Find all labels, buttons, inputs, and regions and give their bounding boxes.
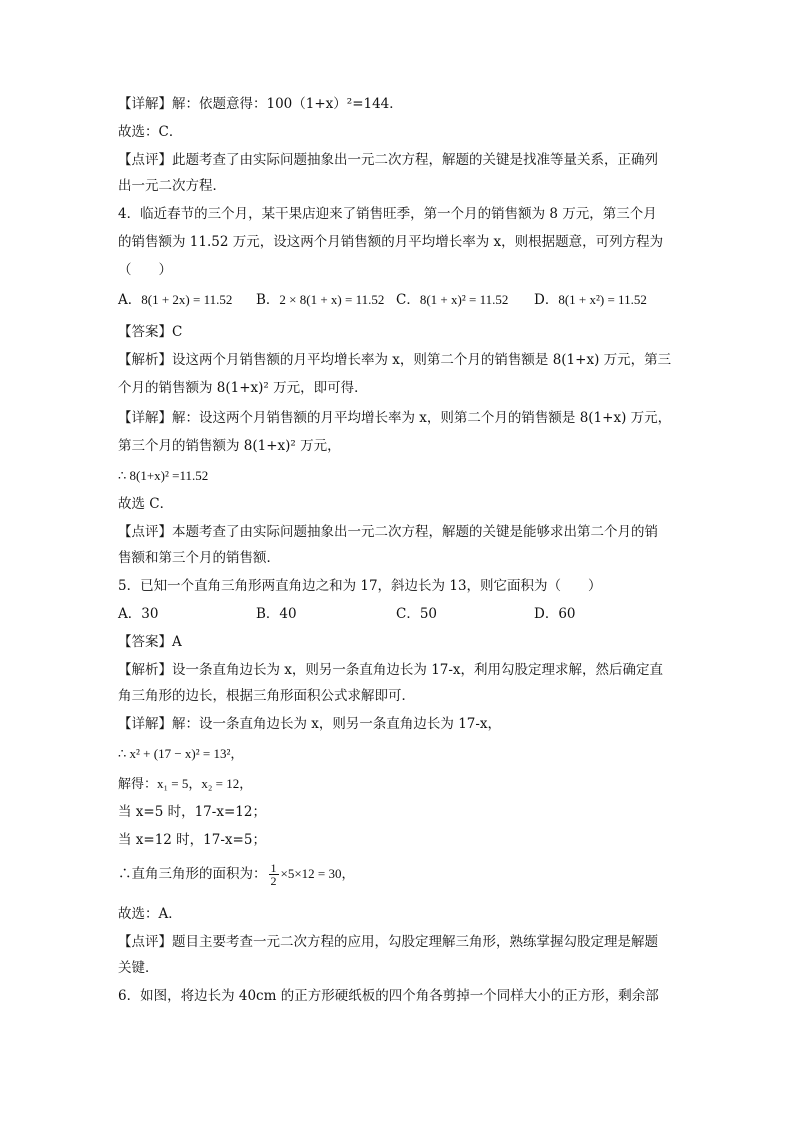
comment-text: 【点评】此题考查了由实际问题抽象出一元二次方程，解题的关键是找准等量关系，正确列	[118, 152, 658, 168]
area-equation	[118, 862, 355, 887]
comment-text: 出一元二次方程．	[118, 178, 226, 194]
question-4-blank: （ ）	[118, 262, 172, 278]
area-prefix: ∴直角三角形的面积为：	[118, 866, 267, 882]
option-b-label: B．	[256, 292, 280, 308]
choice-text: 故选：C．	[118, 124, 183, 140]
area-rest: ×5×12 = 30，	[280, 866, 355, 881]
answer-label: 【答案】C	[118, 324, 183, 340]
comment-text: 关键．	[118, 960, 159, 976]
option-d-formula: 8(1 + x²) = 11.52	[558, 292, 647, 307]
answer-label: 【答案】A	[118, 634, 182, 650]
question-4-stem: 的销售额为 11.52 万元，设这两个月销售额的月平均增长率为 x，则根据题意，可列方程为	[118, 234, 664, 250]
question-5-stem: 5．已知一个直角三角形两直角边之和为 17，斜边长为 13，则它面积为（ ）	[118, 578, 602, 594]
option-b-formula: 2 × 8(1 + x) = 11.52	[279, 292, 385, 307]
option-a-label: A．	[118, 292, 142, 308]
question-4-options	[534, 290, 647, 310]
analysis-text: 【解析】设一条直角边长为 x，则另一条直角边长为 17-x，利用勾股定理求解，然后确定直	[118, 662, 664, 678]
option-d-label: D．	[534, 292, 559, 308]
option-c: C．50	[396, 606, 438, 622]
analysis-text: 角三角形的边长，根据三角形面积公式求解即可．	[118, 688, 415, 704]
choice-text: 故选 C．	[118, 496, 174, 512]
comment-text: 售额和第三个月的销售额．	[118, 550, 280, 566]
option-a: A．30	[118, 606, 159, 622]
question-4-options	[118, 290, 232, 310]
analysis-text: 【解析】设这两个月销售额的月平均增长率为 x，则第二个月的销售额是 8(1+x) 万元，第三	[118, 352, 672, 368]
analysis-text: 个月的销售额为 8(1+x)² 万元，即可得．	[118, 380, 368, 396]
option-a-formula: 8(1 + 2x) = 11.52	[141, 292, 233, 307]
equation: ∴ 8(1+x)² =11.52	[118, 468, 209, 483]
question-4-stem: 4．临近春节的三个月，某干果店迎来了销售旺季，第一个月的销售额为 8 万元，第三个月	[118, 206, 657, 222]
choice-text: 故选：A．	[118, 906, 182, 922]
case-text: 当 x=12 时，17-x=5；	[118, 832, 266, 848]
question-4-options	[256, 290, 384, 310]
fraction-denominator: 2	[270, 874, 277, 888]
question-6-stem: 6．如图，将边长为 40cm 的正方形硬纸板的四个角各剪掉一个同样大小的正方形，剩余部	[118, 988, 659, 1004]
fraction-numerator: 1	[270, 861, 277, 875]
option-c-label: C．	[396, 292, 420, 308]
fraction	[269, 862, 279, 887]
detail-text: 【详解】解：依题意得：100（1+x）²=144．	[118, 96, 403, 112]
solution: 解得：x₁ = 5，x₂ = 12，	[118, 776, 253, 791]
option-c-formula: 8(1 + x)² = 11.52	[419, 292, 509, 307]
comment-text: 【点评】题目主要考查一元二次方程的应用，勾股定理解三角形，熟练掌握勾股定理是解题	[118, 934, 658, 950]
case-text: 当 x=5 时，17-x=12；	[118, 804, 266, 820]
detail-text: 【详解】解：设一条直角边长为 x，则另一条直角边长为 17-x，	[118, 716, 502, 732]
detail-text: 【详解】解：设这两个月销售额的月平均增长率为 x，则第二个月的销售额是 8(1+x) 万元，	[118, 410, 672, 426]
equation: ∴ x² + (17 − x)² = 13²，	[118, 746, 244, 761]
detail-text: 第三个月的销售额为 8(1+x)² 万元，	[118, 438, 341, 454]
question-4-options	[396, 290, 508, 310]
comment-text: 【点评】本题考查了由实际问题抽象出一元二次方程，解题的关键是能够求出第二个月的销	[118, 524, 658, 540]
option-d: D．60	[534, 606, 576, 622]
option-b: B．40	[256, 606, 297, 622]
